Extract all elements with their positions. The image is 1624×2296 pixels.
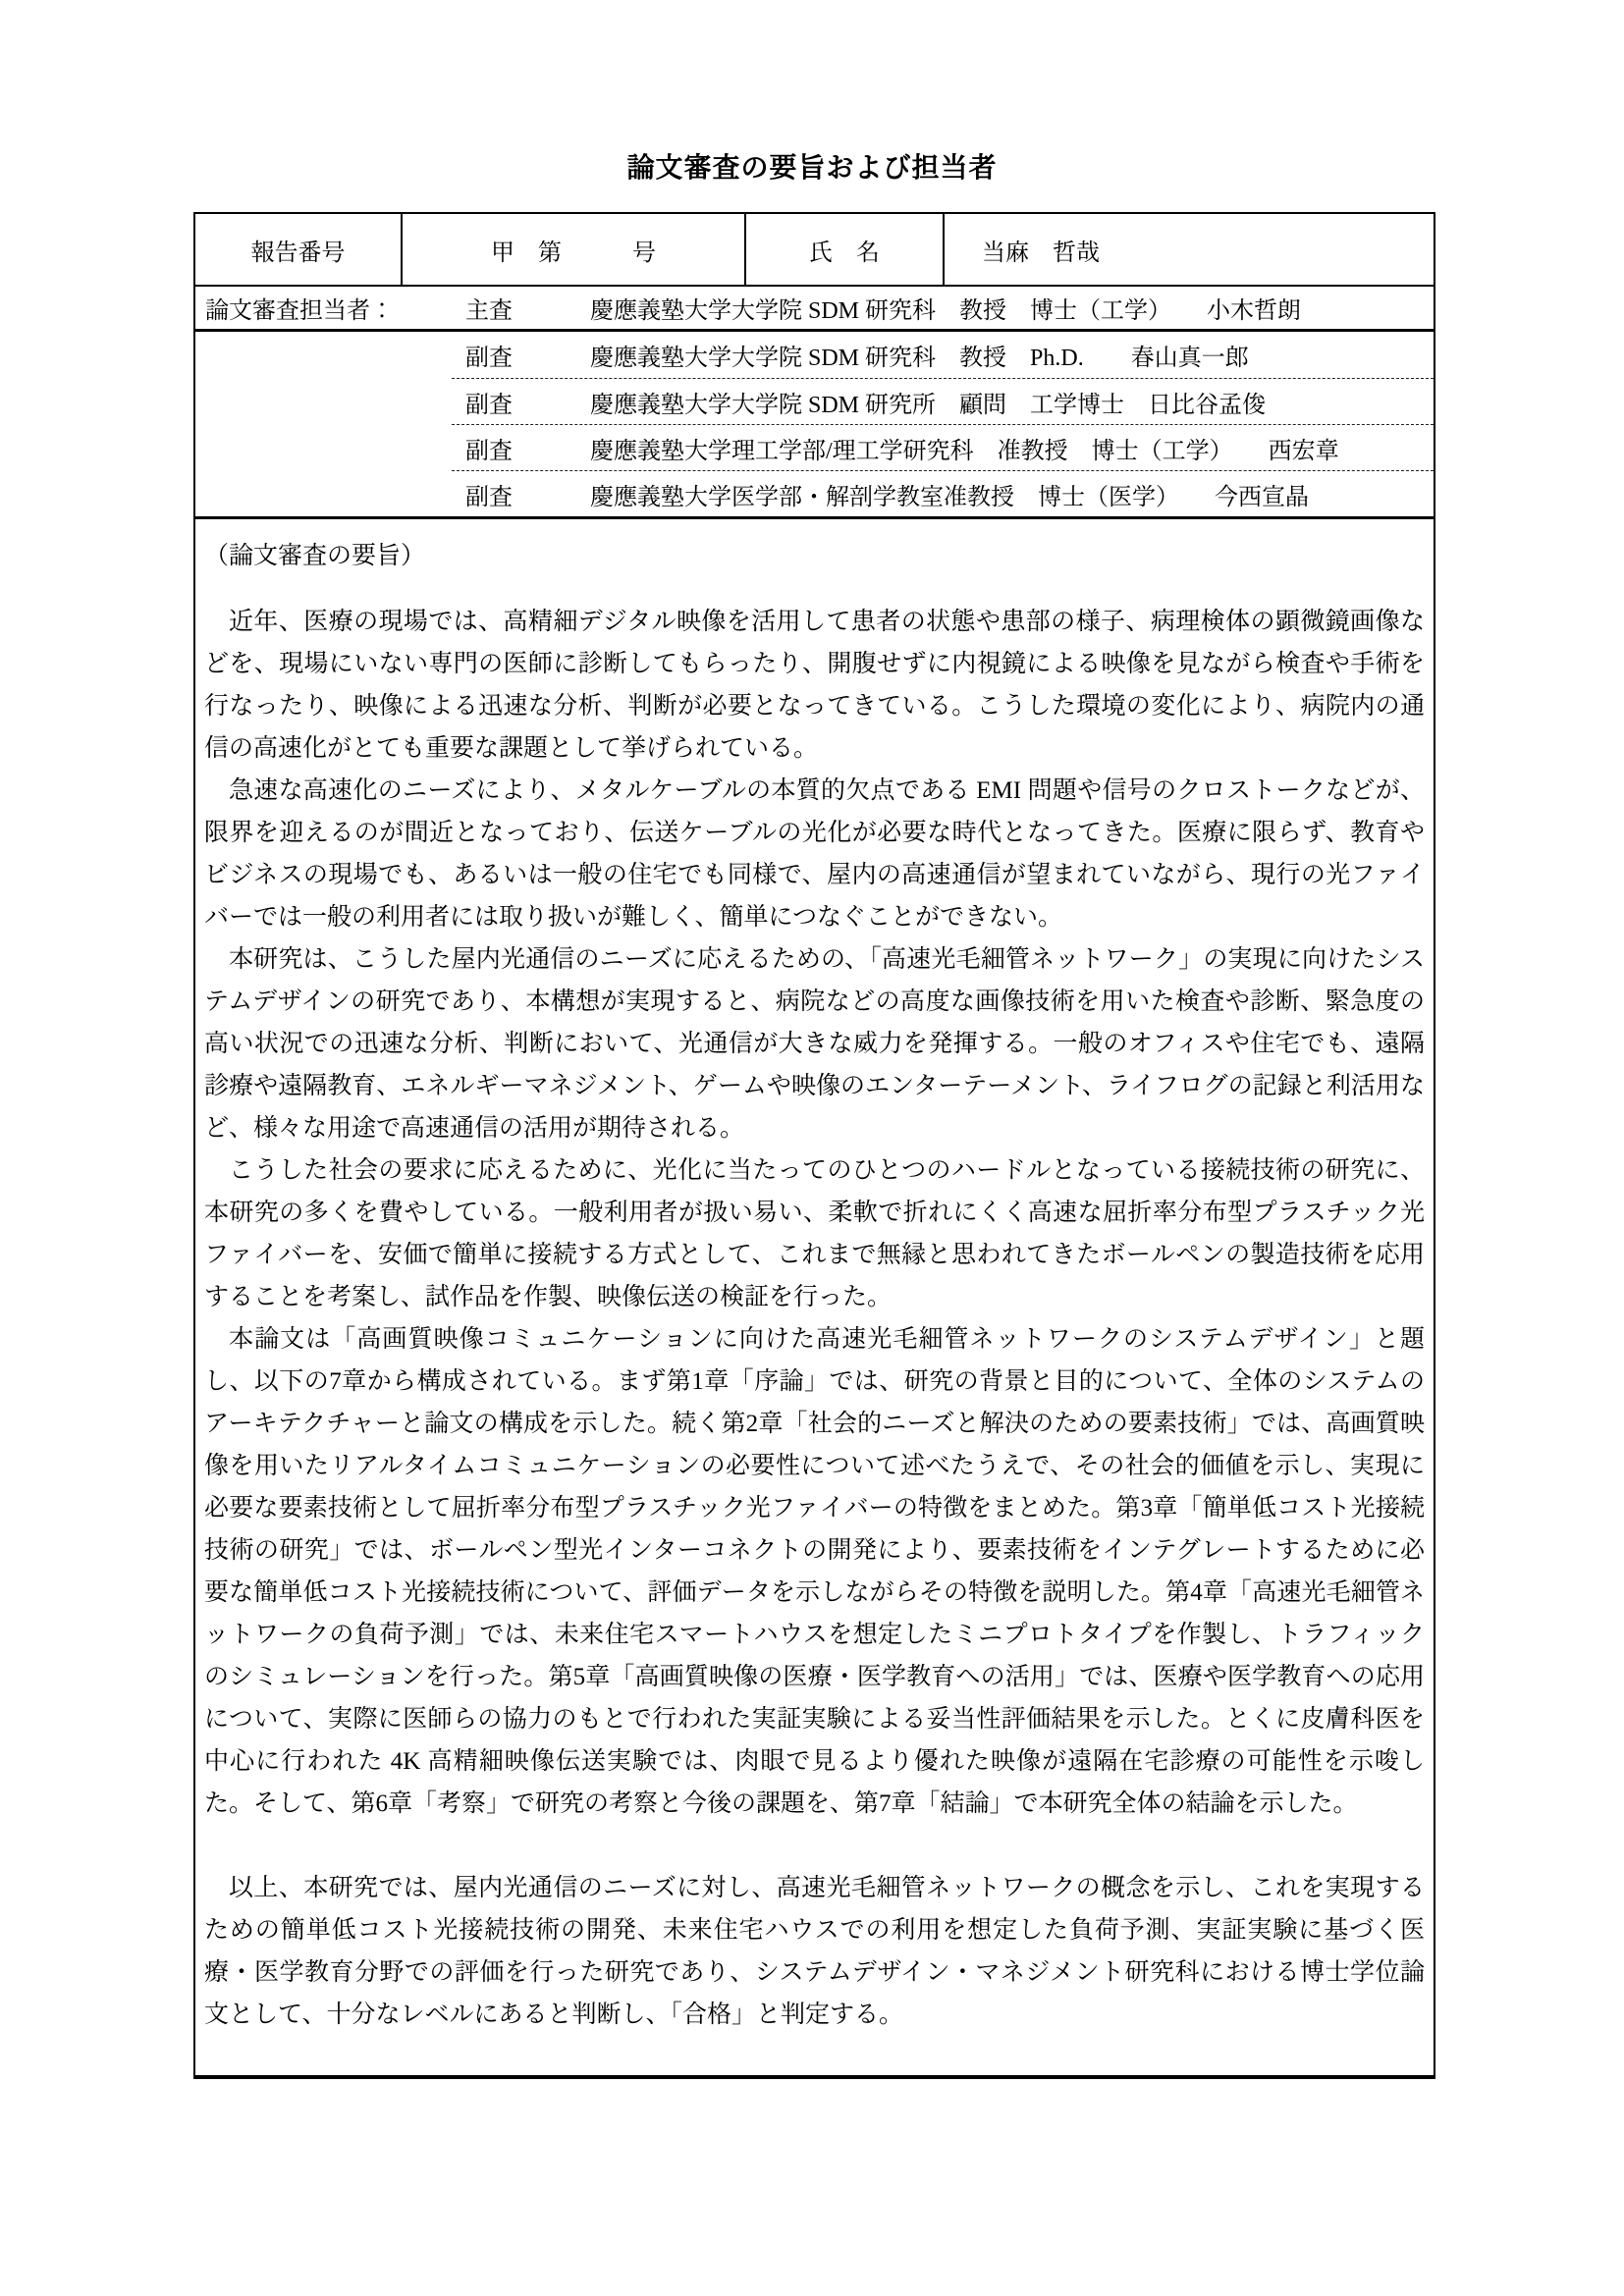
summary-paragraph: 本論文は「高画質映像コミュニケーションに向けた高速光毛細管ネットワークのシステムデザイン」と題し、以下の7章から構成されている。まず第1章「序論」では、研究の背景と目的について、全体のシステムのアーキテクチャーと論文の構成を示した。続く第2章「社会的ニーズと解決のための要素技術」では、高画質映像を用いたリアルタイムコミュニケーションの必要性について述べたうえで、その社会的価値を示し、実現に必要な要素技術として屈折率分布型プラスチック光ファイバーの特徴をまとめた。第3章「簡単低コスト光接続技術の研究」では、ボールペン型光インターコネクトの開発により、要素技術をインテグレートするために必要な簡単低コスト光接続技術について、評価データを示しながらその特徴を説明した。第4章「高速光毛細管ネットワークの負荷予測」では、未来住宅スマートハウスを想定したミニプロトタイプを作製し、トラフィックのシミュレーションを行った。第5章「高画質映像の医療・医学教育への活用」では、医療や医学教育への応用について、実際に医師らの協力のもとで行われた実証実験による妥当性評価結果を示した。とくに皮膚科医を中心に行われた 4K 高精細映像伝送実験では、肉眼で見るより優れた映像が遠隔在宅診療の可能性を示唆した。そして、第6章「考察」で研究の考察と今後の課題を、第7章「結論」で本研究全体の結論を示した。 [204,1326,1425,1817]
chief-examiner-role: 主査 [465,298,513,324]
chief-examiner-affiliation: 慶應義塾大学大学院 SDM 研究科 教授 博士（工学） 小木哲朗 [590,298,1302,324]
summary-conclusion-paragraph: 以上、本研究では、屋内光通信のニーズに対し、高速光毛細管ネットワークの概念を示し、これを実現するための簡単低コスト光接続技術の開発、未来住宅ハウスでの利用を想定した負荷予測、実証実験に基づく医療・医学教育分野での評価を行った研究であり、システムデザイン・マネジメント研究科における博士学位論文として、十分なレベルにあると判断し、「合格」と判定する。 [204,1875,1425,2028]
deputy-row-spacer [195,378,452,424]
deputy-examiner-role: 副査 [465,438,513,464]
deputy-examiner-affiliation: 慶應義塾大学医学部・解剖学教室准教授 博士（医学） 今西宣晶 [590,484,1309,510]
summary-paragraph: 近年、医療の現場では、高精細デジタル映像を活用して患者の状態や患部の様子、病理検体の顕微鏡画像などを、現場にいない専門の医師に診断してもらったり、開腹せずに内視鏡による映像を見ながら検査や手術を行なったり、映像による迅速な分析、判断が必要となってきている。こうした環境の変化により、病院内の通信の高速化がとても重要な課題として挙げられている。 [204,609,1425,762]
deputy-examiner-row [195,470,1434,516]
summary-paragraph: 本研究は、こうした屋内光通信のニーズに応えるための、「高速光毛細管ネットワーク」の実現に向けたシステムデザインの研究であり、本構想が実現すると、病院などの高度な画像技術を用いた検査や診断、緊急度の高い状況での迅速な分析、判断において、光通信が大きな威力を発揮する。一般のオフィスや住宅でも、遠隔診療や遠隔教育、エネルギーマネジメント、ゲームや映像のエンターテーメント、ライフログの記録と利活用など、様々な用途で高速通信の活用が期待される。 [204,946,1425,1142]
deputy-row-spacer [195,332,452,378]
summary-heading: （論文審査の要旨） [204,543,426,569]
deputy-examiner-role: 副査 [465,392,513,418]
summary-paragraph: 急速な高速化のニーズにより、メタルケーブルの本質的欠点である EMI 問題や信号のクロストークなどが、限界を迎えるのが間近となっており、伝送ケーブルの光化が必要な時代となってきた。医療に限らず、教育やビジネスの現場でも、あるいは一般の住宅でも同様で、屋内の高速通信が望まれていながら、現行の光ファイバーでは一般の利用者には取り扱いが難しく、簡単につなぐことができない。 [204,777,1425,931]
deputy-examiner-role: 副査 [465,484,513,510]
deputy-examiner-role: 副査 [465,346,513,371]
deputy-examiner-row [195,378,1434,424]
document-title: 論文審査の要旨および担当者 [626,153,998,184]
deputy-examiner-affiliation: 慶應義塾大学大学院 SDM 研究所 顧問 工学博士 日比谷孟俊 [590,392,1267,418]
review-report-table [193,212,1435,2079]
report-number-label: 報告番号 [195,214,403,285]
chief-examiner-row [195,287,1434,332]
deputy-examiner-row [195,424,1434,470]
examiners-section-label: 論文審査担当者： [205,298,394,324]
deputy-examiner-affiliation: 慶應義塾大学大学院 SDM 研究科 教授 Ph.D. 春山真一郎 [590,346,1249,371]
report-number-value: 甲 第 号 [403,214,746,285]
deputy-examiner-affiliation: 慶應義塾大学理工学部/理工学研究科 准教授 博士（工学） 西宏章 [590,438,1339,464]
candidate-name-label: 氏 名 [746,214,945,285]
review-summary-block [195,519,1434,2075]
deputy-examiners-block [195,332,1434,519]
deputy-examiner-row [195,332,1434,378]
deputy-row-spacer [195,470,452,516]
summary-paragraph: こうした社会の要求に応えるために、光化に当たってのひとつのハードルとなっている接続技術の研究に、本研究の多くを費やしている。一般利用者が扱い易い、柔軟で折れにくく高速な屈折率分布型プラスチック光ファイバーを、安価で簡単に接続する方式として、これまで無縁と思われてきたボールペンの製造技術を応用することを考案し、試作品を作製、映像伝送の検証を行った。 [204,1157,1425,1310]
deputy-row-spacer [195,424,452,470]
candidate-name-value: 当麻 哲哉 [982,240,1100,266]
report-header-row [195,214,1434,287]
